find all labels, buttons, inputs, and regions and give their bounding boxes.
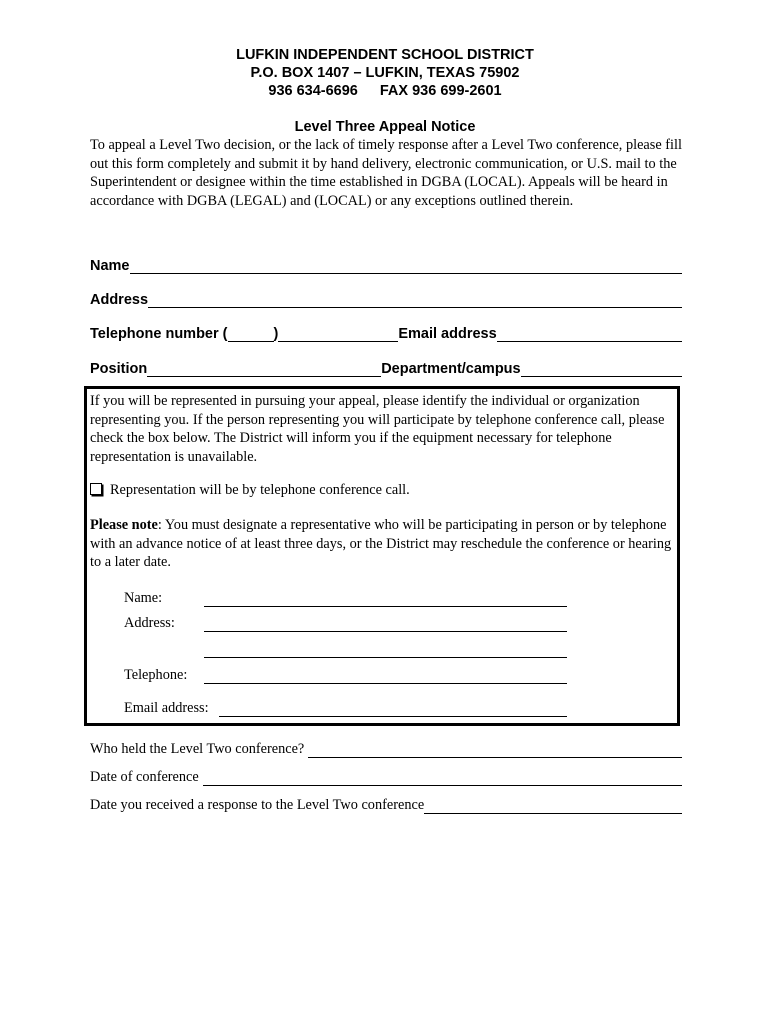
please-note-paragraph <box>90 516 682 572</box>
intro-paragraph: To appeal a Level Two decision, or the lack of timely response after a Level Two conference, please fill out this form completely and submit it by hand delivery, electronic communication, or U.S. mail to the Superintendent or designee within the time established in DGBA (LOCAL). Appeals will be heard in accordance with DGBA (LEGAL) and (LOCAL) or any exceptions outlined therein. <box>90 137 682 209</box>
form-title: Level Three Appeal Notice <box>294 119 476 135</box>
district-phone-fax <box>0 82 770 100</box>
name-label: Name <box>90 258 130 274</box>
department-label: Department/campus <box>381 361 521 377</box>
rep-email-input-line[interactable] <box>219 702 567 717</box>
telephone-conference-checkbox-label: Representation will be by telephone conference call. <box>110 482 410 498</box>
rep-name-row <box>124 589 568 607</box>
telephone-representation-option <box>90 481 682 500</box>
date-response-row <box>90 796 682 814</box>
rep-address-line2-row <box>124 640 568 658</box>
rep-email-row <box>124 699 568 717</box>
rep-address-row <box>124 614 568 632</box>
address-input-line[interactable] <box>148 292 682 308</box>
date-conference-input-line[interactable] <box>203 771 682 786</box>
rep-address-line2-input-line[interactable] <box>204 643 567 658</box>
telephone-close-paren: ) <box>273 326 279 342</box>
name-input-line[interactable] <box>130 258 683 274</box>
telephone-input-line[interactable] <box>278 326 398 342</box>
rep-address-label: Address: <box>124 615 175 631</box>
email-input-line[interactable] <box>497 326 682 342</box>
district-address: P.O. BOX 1407 – LUFKIN, TEXAS 75902 <box>250 65 520 81</box>
position-input-line[interactable] <box>147 361 381 377</box>
name-row <box>90 254 682 274</box>
rep-name-input-line[interactable] <box>204 592 567 607</box>
telephone-conference-checkbox[interactable] <box>90 483 102 495</box>
district-fax: FAX 936 699-2601 <box>379 83 502 99</box>
district-phone: 936 634-6696 <box>268 83 358 99</box>
representation-instructions: If you will be represented in pursuing your appeal, please identify the individual or organization representing you. If the person representing you will participate by telephone conference call, please check the box below. The District will inform you if the equipment necessary for telephone representation is unavailable. <box>90 393 665 465</box>
position-department-row <box>90 357 682 377</box>
telephone-email-row <box>90 322 682 342</box>
date-response-label: Date you received a response to the Level Two conference <box>90 797 425 813</box>
email-label: Email address <box>398 326 497 342</box>
who-held-row <box>90 740 682 758</box>
who-held-input-line[interactable] <box>308 743 682 758</box>
date-conference-label: Date of conference <box>90 769 199 785</box>
area-code-input-line[interactable] <box>228 326 274 342</box>
rep-telephone-label: Telephone: <box>124 667 188 683</box>
rep-telephone-input-line[interactable] <box>204 669 567 684</box>
who-held-label: Who held the Level Two conference? <box>90 741 305 757</box>
rep-telephone-row <box>124 666 568 684</box>
rep-address-input-line[interactable] <box>204 617 567 632</box>
rep-email-label: Email address: <box>124 700 209 716</box>
department-input-line[interactable] <box>521 361 682 377</box>
position-label: Position <box>90 361 148 377</box>
date-response-input-line[interactable] <box>424 799 682 814</box>
please-note-label: Please note <box>90 517 158 533</box>
date-conference-row <box>90 768 682 786</box>
rep-name-label: Name: <box>124 590 163 606</box>
address-label: Address <box>90 292 149 308</box>
telephone-label: Telephone number ( <box>90 326 228 342</box>
please-note-text: : You must designate a representative who will be participating in person or by telephone with an advance notice of at least three days, or the District may reschedule the conference or hearing to a later date. <box>90 517 672 570</box>
district-name: LUFKIN INDEPENDENT SCHOOL DISTRICT <box>236 47 534 63</box>
address-row <box>90 288 682 308</box>
